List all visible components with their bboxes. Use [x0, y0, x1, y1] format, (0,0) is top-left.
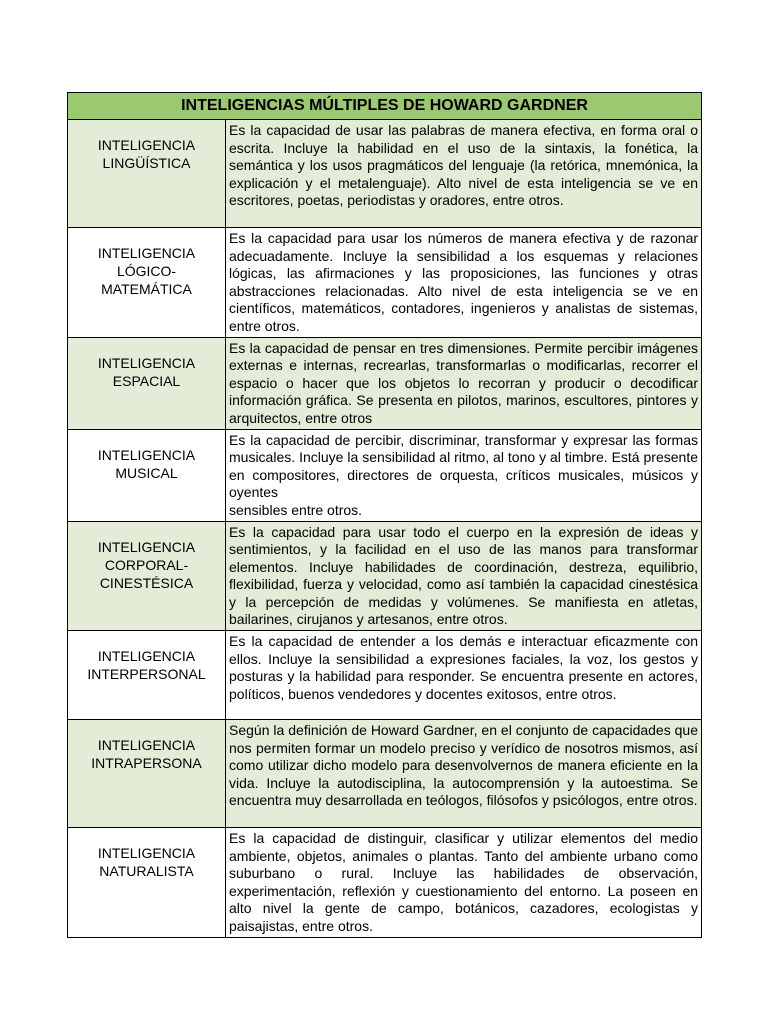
intelligence-name: INTELIGENCIA CORPORAL- CINESTÉSICA: [68, 521, 226, 631]
intelligence-description: Es la capacidad de entender a los demás e interactuar eficazmente con ellos. Incluye la sensibilidad a expresiones faciales, la voz, los gestos y posturas y la habilidad para responder. Se encuentra presente en actores, políticos, buenos vendedores y docentes exitosos, entre otros.: [226, 631, 702, 720]
intelligence-description: Es la capacidad de distinguir, clasificar y utilizar elementos del medio ambiente, objetos, animales o plantas. Tanto del ambiente urbano como suburbano o rural. Incluye las habilidades de observación, experimentación, reflexión y cuestionamiento del entorno. La poseen en alto nivel la gente de campo, botánicos, cazadores, ecologistas y paisajistas, entre otros.: [226, 828, 702, 938]
intelligence-description: Es la capacidad de usar las palabras de manera efectiva, en forma oral o escrita. Incluye la habilidad en el uso de la sintaxis, la fonética, la semántica y los usos pragmáticos del lenguaje (la retórica, mnemónica, la explicación y el metalenguaje). Alto nivel de esta inteligencia se ve en escritores, poetas, periodistas y oradores, entre otros.: [226, 120, 702, 228]
intelligences-table: [67, 92, 702, 938]
intelligence-name: INTELIGENCIA INTERPERSONAL: [68, 631, 226, 720]
intelligence-description: Es la capacidad de percibir, discriminar, transformar y expresar las formas musicales. Incluye la sensibilidad al ritmo, al tono y al timbre. Está presente en compositores, directores de orquesta, críticos musicales, músicos y oyentes sensibles entre otros.: [226, 429, 702, 521]
table-row: [68, 720, 702, 828]
intelligence-description: Es la capacidad para usar todo el cuerpo en la expresión de ideas y sentimientos, y la facilidad en el uso de las manos para transformar elementos. Incluye habilidades de coordinación, destreza, equilibrio, flexibilidad, fuerza y velocidad, como así también la capacidad cinestésica y la percepción de medidas y volúmenes. Se manifiesta en atletas, bailarines, cirujanos y artesanos, entre otros.: [226, 521, 702, 631]
table-row: [68, 337, 702, 429]
intelligence-name: INTELIGENCIA LINGÜÍSTICA: [68, 120, 226, 228]
table-row: [68, 828, 702, 938]
intelligence-name: INTELIGENCIA LÓGICO- MATEMÁTICA: [68, 228, 226, 338]
intelligence-description: Según la definición de Howard Gardner, en el conjunto de capacidades que nos permiten formar un modelo preciso y verídico de nosotros mismos, así como utilizar dicho modelo para desenvolvernos de manera eficiente en la vida. Incluye la autodisciplina, la autocomprensión y la autoestima. Se encuentra muy desarrollada en teólogos, filósofos y psicólogos, entre otros.: [226, 720, 702, 828]
table-row: [68, 631, 702, 720]
intelligence-name: INTELIGENCIA NATURALISTA: [68, 828, 226, 938]
intelligence-description: Es la capacidad de pensar en tres dimensiones. Permite percibir imágenes externas e internas, recrearlas, transformarlas o modificarlas, recorrer el espacio o hacer que los objetos lo recorran y producir o decodificar información gráfica. Se presenta en pilotos, marinos, escultores, pintores y arquitectos, entre otros: [226, 337, 702, 429]
intelligence-description: Es la capacidad para usar los números de manera efectiva y de razonar adecuadamente. Incluye la sensibilidad a los esquemas y relaciones lógicas, las afirmaciones y las proposiciones, las funciones y otras abstracciones relacionadas. Alto nivel de esta inteligencia se ve en científicos, matemáticos, contadores, ingenieros y analistas de sistemas, entre otros.: [226, 228, 702, 338]
table-row: [68, 429, 702, 521]
table-title: INTELIGENCIAS MÚLTIPLES DE HOWARD GARDNER: [68, 93, 702, 120]
table-title-row: [68, 93, 702, 120]
table-row: [68, 120, 702, 228]
table-row: [68, 521, 702, 631]
intelligence-name: INTELIGENCIA MUSICAL: [68, 429, 226, 521]
intelligence-name: INTELIGENCIA INTRAPERSONA: [68, 720, 226, 828]
intelligence-name: INTELIGENCIA ESPACIAL: [68, 337, 226, 429]
table-row: [68, 228, 702, 338]
